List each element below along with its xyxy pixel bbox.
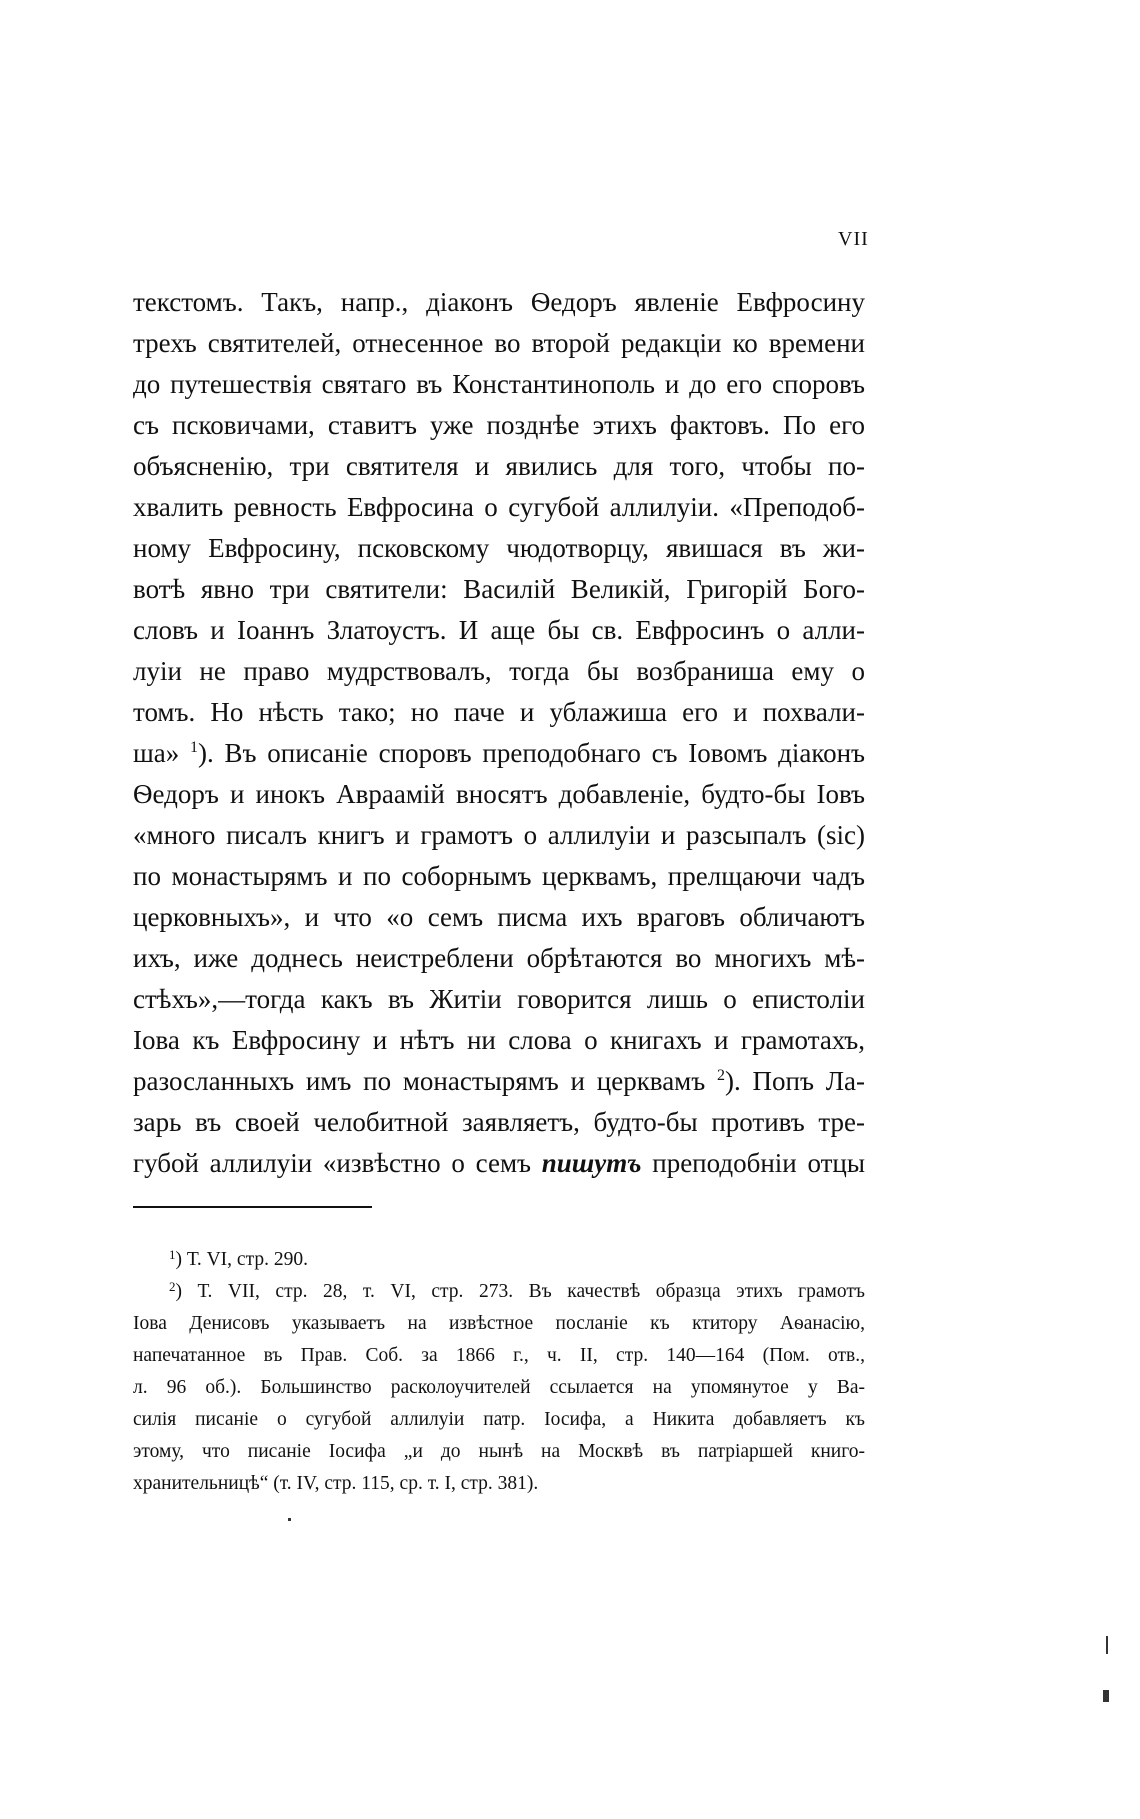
text-line-9: словъ и Іоаннъ Златоустъ. И аще бы св. Евфросинъ о алли- — [133, 615, 865, 645]
footnotes — [133, 1244, 865, 1500]
footnote-2-line-2: Іова Денисовъ указываетъ на извѣстное посланіе къ ктитору Аѳанасію, — [133, 1313, 865, 1334]
scan-speck — [288, 1518, 291, 1521]
main-text — [133, 282, 865, 1184]
footnote-1-marker: 1 — [169, 1247, 176, 1262]
text-line-5: объясненію, три святителя и явились для того, чтобы по- — [133, 451, 865, 481]
text-line-17: ихъ, иже доднесь неистреблени обрѣтаются во многихъ мѣ- — [133, 943, 865, 973]
text-line-1: текстомъ. Такъ, напр., діаконъ Ѳедоръ явленіе Евфросину — [133, 287, 865, 317]
footnote-2-line-1: $^2$) Т. VII, стр. 28, т. VI, стр. 273. Въ качествѣ образца этихъ грамотъ — [169, 1279, 865, 1302]
text-line-10: луіи не право мудрствовалъ, тогда бы возбраниша ему о — [133, 656, 865, 686]
footnote-2-marker: 2 — [169, 1279, 176, 1294]
text-line-19: Іова къ Евфросину и нѣтъ ни слова о книгахъ и грамотахъ, — [133, 1025, 865, 1055]
footnote-ref-2[interactable]: 2 — [717, 1067, 726, 1084]
text-line-7: ному Евфросину, псковскому чюдотворцу, явишася въ жи- — [133, 533, 865, 563]
text-line-20-start: разосланныхъ имъ по монастырямъ и церквамъ — [133, 1066, 718, 1096]
footnote-2-line-5: силія писаніе о сугубой аллилуіи патр. Іосифа, а Никита добавляетъ къ — [133, 1409, 865, 1430]
text-line-16: церковныхъ», и что «о семъ писма ихъ враговъ обличаютъ — [133, 902, 865, 932]
text-line-12-end: ). Въ описаніе споровъ преподобнаго съ Іовомъ діаконъ — [198, 738, 865, 768]
text-line-3: до путешествія святаго въ Константинополь и до его споровъ — [133, 369, 865, 399]
text-line-12 — [133, 733, 865, 774]
footnote-2-line-7: хранительницѣ“ (т. IV, стр. 115, ср. т. I, стр. 381). — [133, 1473, 539, 1494]
text-line-13: Ѳедоръ и инокъ Авраамій вносятъ добавленіе, будто-бы Іовъ — [133, 779, 865, 809]
scan-mark-edge-1 — [1106, 1636, 1108, 1654]
text-line-4: съ псковичами, ставитъ уже позднѣе этихъ фактовъ. По его — [133, 410, 865, 440]
footnote-2-text-1: Т. VII, стр. 28, т. VI, стр. 273. Въ качествѣ образца этихъ грамотъ — [197, 1281, 865, 1302]
footnote-2-line-4: л. 96 об.). Большинство расколоучителей ссылается на упомянутое у Ва- — [133, 1377, 865, 1398]
text-line-22 — [133, 1143, 865, 1184]
text-line-15: по монастырямъ и по соборнымъ церквамъ, прелщаючи чадъ — [133, 861, 865, 891]
footnote-2-line-3: напечатанное въ Прав. Соб. за 1866 г., ч. II, стр. 140—164 (Пом. отв., — [133, 1345, 865, 1366]
text-line-20-end: ). Попъ Ла- — [725, 1066, 865, 1096]
text-line-22-end: преподобніи отцы — [641, 1148, 865, 1178]
text-line-8: вотѣ явно три святители: Василій Великій, Григорій Бого- — [133, 574, 865, 604]
text-line-20 — [133, 1061, 865, 1102]
italic-word: пишутъ — [541, 1148, 642, 1178]
text-line-2: трехъ святителей, отнесенное во второй редакціи ко времени — [133, 328, 865, 358]
text-line-12-start: ша» — [133, 738, 191, 768]
text-line-11: томъ. Но нѣсть тако; но паче и ублажиша его и похвали- — [133, 697, 865, 727]
footnote-separator — [133, 1206, 372, 1208]
footnote-1-text: Т. VI, стр. 290. — [186, 1249, 308, 1270]
footnote-ref-1[interactable]: 1 — [190, 739, 199, 756]
text-line-21: зарь въ своей челобитной заявляетъ, будто-бы противъ тре- — [133, 1107, 865, 1137]
text-line-18: стѣхъ»,—тогда какъ въ Житіи говорится лишь о епистоліи — [133, 984, 865, 1014]
page-number: VII — [838, 228, 869, 250]
scan-mark-edge-2 — [1103, 1690, 1109, 1702]
footnote-2-line-6: этому, что писаніе Іосифа „и до нынѣ на Москвѣ въ патріаршей книго- — [133, 1441, 865, 1462]
text-line-6: хвалить ревность Евфросина о сугубой аллилуіи. «Преподоб- — [133, 492, 865, 522]
footnote-1: $^1$) Т. VI, стр. 290. — [169, 1247, 308, 1270]
text-line-14: «много писалъ книгъ и грамотъ о аллилуіи и разсыпалъ (sic) — [133, 820, 865, 850]
text-line-22-start: губой аллилуіи «извѣстно о семъ — [133, 1148, 542, 1178]
